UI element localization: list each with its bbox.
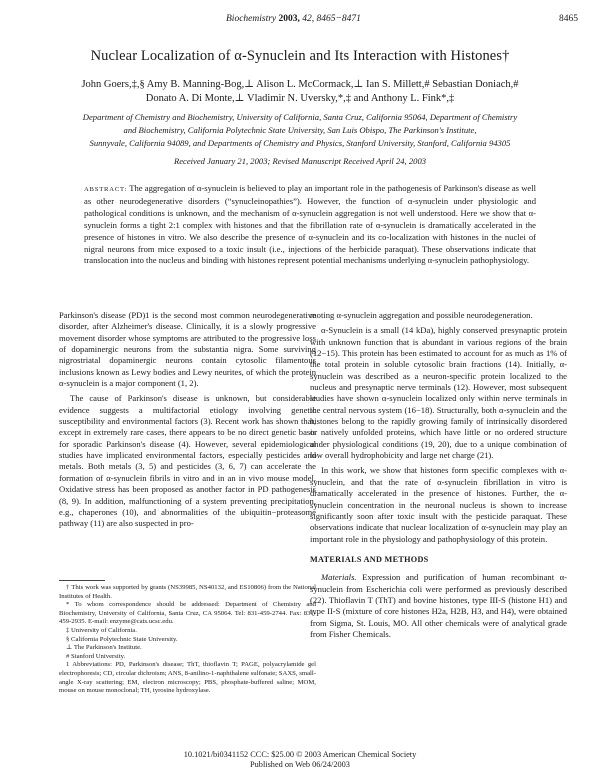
running-head: [0, 14, 600, 28]
journal-volume: 42,: [302, 14, 315, 24]
footnote-divider: [59, 580, 105, 581]
footnote-affil-parkinsons: ⊥ The Parkinson's Institute.: [66, 644, 142, 652]
footnote-correspondence: * To whom correspondence should be addressed: Department of Chemistry and Biochemistry, University of California, Santa Cruz, CA 95064. Tel: 831-459-2744. Fax: 831-459-2935. E-mail: enzyme@cats.ucsc.edu.: [59, 601, 316, 626]
footnotes: [59, 584, 316, 696]
doi-line: 10.1021/bi0341152 CCC: $25.00 © 2003 American Chemical Society: [183, 750, 417, 759]
abstract-text: The aggregation of α-synuclein is believed to play an important role in the pathogenesis of Parkinson's disease as well as other neurodegenerative disorders (“synucleinopathies”). However, the function of α-synuclein under physiologic and pathological conditions is unknown, and the mechanism of α-synuclein aggregation is not well understood. Here we show that α-synuclein forms a tight 2:1 complex with histones and that the fibrillation rate of α-synuclein is dramatically accelerated in the presence of histones in vitro. We also describe the presence of α-synuclein and its co-localization with histones in the nuclei of nigral neurons from mice exposed to a toxic insult (i.e., injections of the herbicide paraquat). These observations indicate that translocation into the nucleus and binding with histones represent potential mechanisms underlying α-synuclein pathophysiology.: [84, 183, 536, 266]
section-heading: MATERIALS AND METHODS: [310, 554, 429, 564]
methods-lead: Materials.: [321, 572, 357, 583]
published-line: Published on Web 06/24/2003: [250, 760, 350, 769]
author-line-1: John Goers,‡,§ Amy B. Manning-Bog,⊥ Alison L. McCormack,⊥ Ian S. Millett,# Sebastian Doniach,#: [81, 79, 519, 90]
intro-paragraph-1: Parkinson's disease (PD)1 is the second most common neurodegenerative disorder, after Alzheimer's disease. Clinically, it is a slowly progressive movement disorder whose symptoms are attributed to the progressive loss of dopaminergic neurons from the substantia nigra. Some surviving nigrostriatal dopaminergic neurons contain cytosolic filamentous inclusions known as Lewy bodies and Lewy neurites, of which the protein α-synuclein is a major component (1, 2).: [59, 310, 316, 389]
author-list: [40, 78, 560, 106]
footnote-affil-stanford: # Stanford University.: [66, 652, 126, 660]
intro-paragraph-2: The cause of Parkinson's disease is unknown, but considerable evidence suggests a multifactorial etiology involving genetic susceptibility and environmental factors (3). Recent work has shown that, except in extremely rare cases, there appears to be no direct genetic basis for sporadic Parkinson's disease (4). However, several epidemiological studies have implicated environmental factors, especially pesticides and metals. Both metals (3, 5) and pesticides (3, 6, 7) can accelerate the formation of α-synuclein fibrils in vitro and in an in vivo mouse model. Oxidative stress has been proposed as another factor in PD pathogenesis (8, 9). In addition, malfunctioning of a system preventing precipitation, e.g., chaperones (10), and abnormalities of the ubiquitin−proteasome pathway (11) are also suspected in pro-: [59, 393, 316, 529]
methods-paragraph-1: [310, 572, 567, 640]
affiliations: [28, 111, 572, 150]
affiliation-line-3: Sunnyvale, California 94089, and Departments of Chemistry and Physics, Stanford University, Stanford, California 94305: [89, 138, 511, 148]
article-title: Nuclear Localization of α-Synuclein and Its Interaction with Histones†: [90, 48, 510, 64]
footnote-abbreviations: 1 Abbreviations: PD, Parkinson's disease; ThT, thioflavin T; PAGE, polyacrylamide gel electrophoresis; CD, circular dichroism; ANS, 8-anilino-1-naphthalene sulfonate; SAXS, small-angle X-ray scattering; EM, electron microscopy; PBS, phosphate-buffered saline; MOM, mouse on mouse monoclonal; TH, tyrosine hydroxylase.: [59, 661, 316, 695]
page-number: 8465: [559, 14, 578, 24]
affiliation-line-2: and Biochemistry, California Polytechnic State University, San Luis Obispo, The Parkinson's Institute,: [123, 125, 477, 135]
footnote-affil-calpoly: § California Polytechnic State University.: [66, 635, 178, 643]
received-dates: Received January 21, 2003; Revised Manuscript Received April 24, 2003: [173, 156, 427, 166]
methods-text: Expression and purification of human recombinant α-synuclein from Escherichia coli were performed as previously described (22). Thioflavin T (ThT) and bovine histones, type III-S (histone H1) and type II-S (mixture of core histones H2a, H2B, H3, and H4), were obtained from Sigma, St. Louis, MO. All other chemicals were of analytical grade from Fisher Chemicals.: [310, 572, 567, 639]
journal-year: 2003,: [278, 14, 300, 24]
abstract-label: ABSTRACT:: [84, 186, 128, 193]
intro-paragraph-3: α-Synuclein is a small (14 kDa), highly conserved presynaptic protein with unknown function that is abundant in various regions of the brain (12−15). This protein has been estimated to account for as much as 1% of the total protein in soluble cytosolic brain fractions (14). Initially, α-synuclein was described as a neuron-specific protein localized to the nucleus and presynaptic nerve terminals (12). However, most subsequent studies have shown α-synuclein localized only within nerve terminals in the central nervous system (16−18). Structurally, both α-synuclein and the histones belong to the rapidly growing family of intrinsically disordered or natively unfolded proteins, which have little or no ordered structure under physiological conditions (19, 20), due to a unique combination of low overall hydrophobicity and large net charge (21).: [310, 325, 567, 461]
journal-pages: 8465−8471: [316, 14, 361, 24]
abstract: [84, 183, 536, 267]
right-column: [310, 310, 567, 640]
left-column: [59, 310, 316, 530]
footnote-funding: † This work was supported by grants (NS39985, NS40132, and ES10806) from the National Institutes of Health.: [59, 584, 316, 600]
footnote-affil-ucsc: ‡ University of California.: [66, 626, 137, 634]
journal-citation: Biochemistry 2003, 42, 8465−8471: [226, 14, 361, 24]
author-line-2: Donato A. Di Monte,⊥ Vladimir N. Uversky,*,‡ and Anthony L. Fink*,‡: [145, 93, 455, 104]
intro-paragraph-4: In this work, we show that histones form specific complexes with α-synuclein, and that the rate of α-synuclein fibrillation in vitro is dramatically accelerated in the presence of histones. Further, the α-synuclein concentration in the neuronal nucleus is shown to increase significantly soon after toxic insult with the pesticide paraquat. These observations indicate that nuclear localization of α-synuclein may play an important role in the physiology and pathophysiology of this protein.: [310, 465, 567, 544]
intro-paragraph-continued: moting α-synuclein aggregation and possible neurodegeneration.: [310, 310, 533, 320]
doi-footer: [0, 750, 600, 770]
affiliation-line-1: Department of Chemistry and Biochemistry, University of California, Santa Cruz, California 95064, Department of Chemistry: [82, 112, 518, 122]
